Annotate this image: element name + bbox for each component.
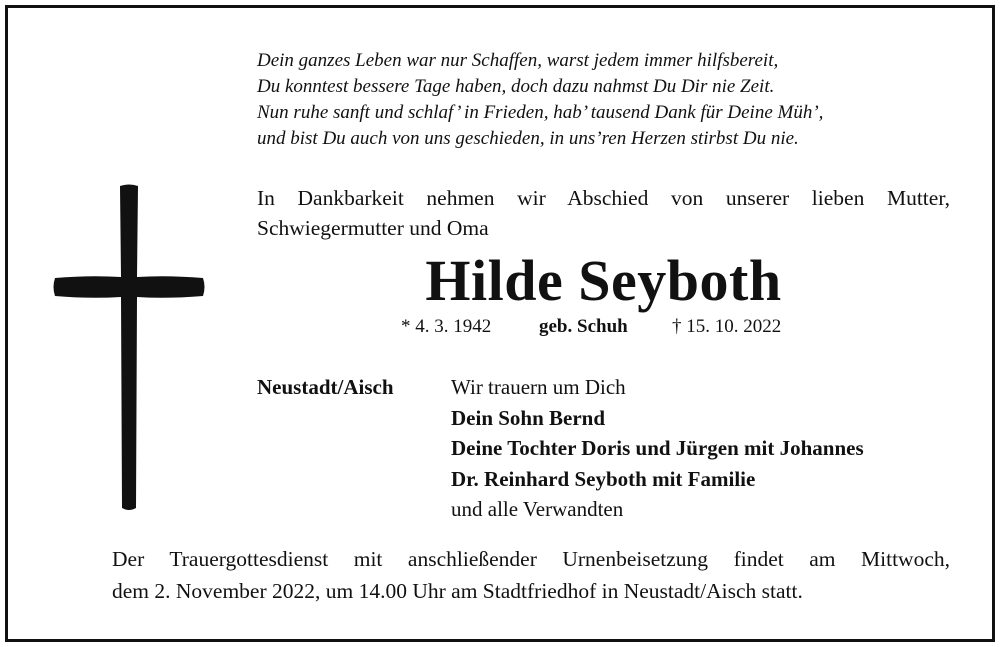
service-announcement bbox=[112, 543, 950, 607]
poem-line: Du konntest bessere Tage haben, doch dazu nahmst Du Dir nie Zeit. bbox=[257, 76, 775, 97]
mourner-line: Wir trauern um Dich bbox=[451, 375, 626, 399]
mourner-line: Dr. Reinhard Seyboth mit Familie bbox=[451, 466, 756, 491]
intro-text bbox=[257, 183, 950, 243]
death-date: † 15. 10. 2022 bbox=[672, 316, 782, 337]
intro-line: Schwiegermutter und Oma bbox=[257, 216, 489, 240]
intro-line: In Dankbarkeit nehmen wir Abschied von unserer lieben Mutter, bbox=[257, 186, 950, 210]
service-line: dem 2. November 2022, um 14.00 Uhr am Stadtfriedhof in Neustadt/Aisch statt. bbox=[112, 579, 803, 603]
mourners-list bbox=[451, 372, 864, 525]
mourner-line: und alle Verwandten bbox=[451, 497, 624, 521]
service-line: Der Trauergottesdienst mit anschließender Urnenbeisetzung findet am Mittwoch, bbox=[112, 547, 950, 571]
poem-line: Dein ganzes Leben war nur Schaffen, warst jedem immer hilfsbereit, bbox=[257, 50, 779, 71]
deceased-name: Hilde Seyboth bbox=[425, 248, 782, 313]
maiden-name: geb. Schuh bbox=[539, 316, 628, 337]
poem-line: und bist Du auch von uns geschieden, in uns’ren Herzen stirbst Du nie. bbox=[257, 128, 799, 149]
poem-line: Nun ruhe sanft und schlaf’ in Frieden, hab’ tausend Dank für Deine Müh’, bbox=[257, 102, 824, 123]
mourner-line: Deine Tochter Doris und Jürgen mit Johannes bbox=[451, 436, 864, 460]
birth-date: * 4. 3. 1942 bbox=[401, 316, 492, 337]
cross-icon bbox=[52, 183, 206, 513]
mourner-line: Dein Sohn Bernd bbox=[451, 405, 606, 430]
place-name: Neustadt/Aisch bbox=[257, 375, 394, 399]
poem bbox=[257, 48, 957, 152]
